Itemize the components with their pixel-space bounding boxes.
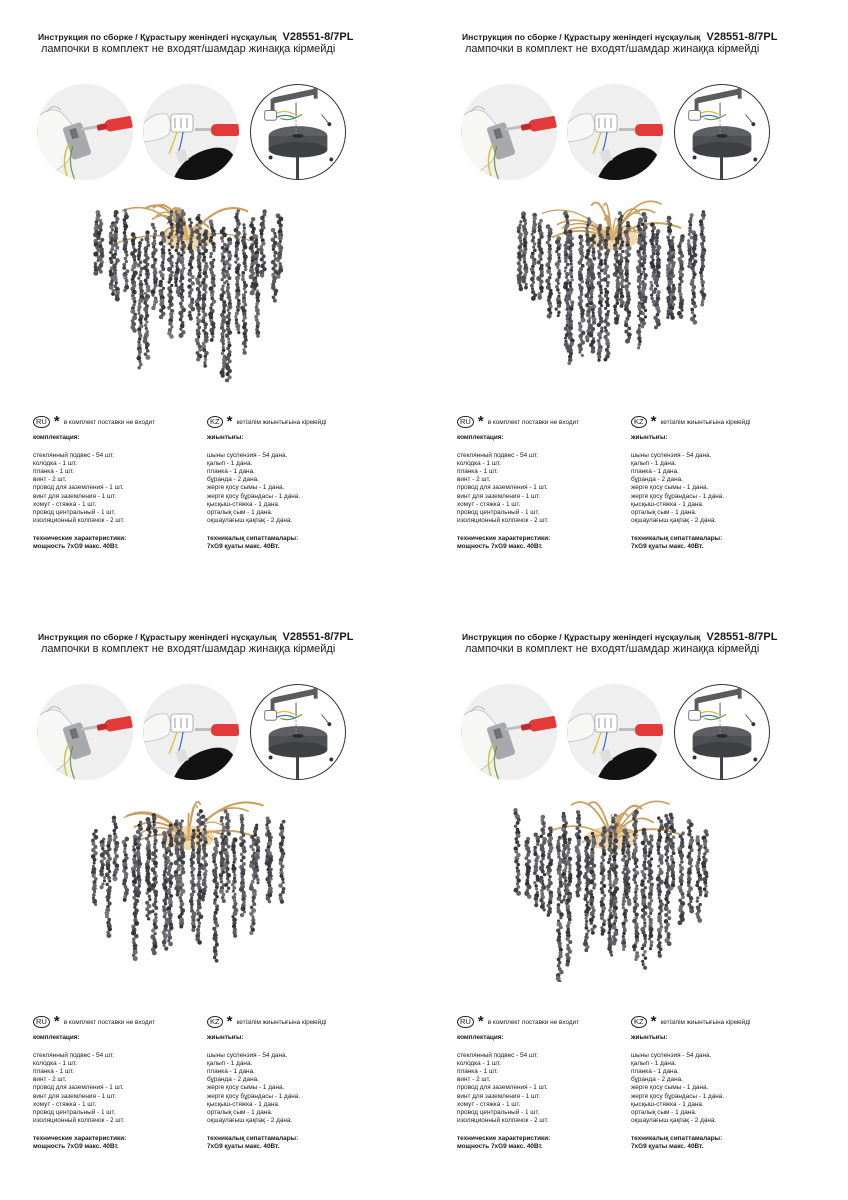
title-text: Инструкция по сборке / Құрастыру женіндегі нұсқаулық [38, 32, 277, 42]
kz-badge: KZ [631, 416, 647, 428]
asterisk-icon: * [650, 413, 657, 430]
ru-specs-heading: технические характеристики: [457, 1134, 551, 1142]
crystal-strand [546, 826, 554, 917]
kz-item: жерге қосу бұрандасы - 1 дана. [207, 1092, 301, 1100]
ru-item: провод центральный - 1 шт. [33, 1108, 116, 1116]
model-number: V28551-8/7PL [282, 31, 354, 43]
crystal-strand [212, 837, 220, 962]
crystal-strand [234, 209, 241, 334]
kz-item: жерге қосу бұрандасы - 1 дана. [207, 492, 301, 500]
ru-item: колодка - 1 шт. [33, 460, 77, 468]
kz-badge: KZ [631, 1016, 647, 1028]
step3-canopy-wiring-diagram [250, 84, 346, 180]
kz-item: жерге қосу бұрандасы - 1 дана. [631, 492, 725, 500]
crystal-strand [223, 809, 231, 893]
crystal-strand [686, 819, 694, 913]
crystal-strand [150, 813, 158, 955]
kz-item: қалып - 1 дана. [631, 1060, 677, 1068]
crystal-strand [158, 231, 166, 319]
instruction-title [462, 31, 777, 43]
ru-badge: RU [457, 416, 474, 428]
kz-kit-contents [207, 434, 300, 551]
ru-not-included-legend [457, 413, 580, 430]
crystal-strand [112, 816, 120, 882]
crystal-strand [259, 209, 267, 277]
kz-specs-heading: техникалық сипаттамалары: [631, 534, 723, 542]
crystal-strand [271, 228, 279, 303]
ru-item: планка - 1 шт. [33, 1068, 74, 1076]
ru-item: хомут - стяжка - 1 шт. [457, 500, 521, 508]
ru-not-included-text: в комплект поставки не входит [487, 1018, 580, 1026]
ru-item: изоляционный колпачок - 2 шт. [457, 1116, 549, 1124]
crystal-strand [122, 837, 129, 902]
kz-not-included-legend [207, 413, 327, 430]
step1-screwdriver-mounting-image [37, 84, 133, 180]
step1-screwdriver-mounting-image [461, 684, 557, 780]
crystal-strand [530, 213, 537, 301]
kz-contents-heading: жиынтығы: [631, 434, 668, 441]
crystal-strand [104, 834, 112, 938]
instruction-sheet-bottom-right [424, 600, 848, 1200]
ru-specs-text: мощность 7хG9 макс. 40Вт. [457, 543, 543, 551]
ru-item: винт - 2 шт. [33, 476, 67, 484]
kz-item: бұранда - 2 дана. [207, 476, 259, 484]
kz-item: планка - 1 дана. [631, 468, 679, 476]
crystal-strand [524, 837, 531, 899]
ru-badge: RU [33, 416, 50, 428]
kz-not-included-legend [207, 1013, 327, 1030]
step2-screwdriver-terminal-image [143, 84, 239, 180]
crystal-strand [677, 234, 685, 319]
crystal-strand [239, 814, 247, 917]
ru-item: планка - 1 шт. [457, 1068, 498, 1076]
kz-not-included-text: кетізілім жиынтығына кірмейді [236, 1018, 327, 1026]
ru-item: винт - 2 шт. [457, 1076, 491, 1084]
step3-canopy-wiring-diagram [250, 684, 346, 780]
asterisk-icon: * [226, 413, 233, 430]
ru-badge: RU [33, 1016, 50, 1028]
kz-item: қалып - 1 дана. [631, 460, 677, 468]
ru-item: хомут - стяжка - 1 шт. [33, 1100, 97, 1108]
ru-item: изоляционный колпачок - 2 шт. [33, 1116, 125, 1124]
ru-kit-contents [457, 434, 550, 551]
crystal-strand [136, 238, 144, 369]
ru-item: хомут - стяжка - 1 шт. [33, 500, 97, 508]
kz-item: орталық сым - 1 дана. [207, 1108, 273, 1116]
kz-item: бұранда - 2 дана. [631, 476, 683, 484]
ru-not-included-legend [457, 1013, 580, 1030]
crystal-strand [613, 237, 621, 325]
ru-item: изоляционный колпачок - 2 шт. [457, 516, 549, 524]
crystal-strand [112, 210, 120, 301]
chandelier-product-image [512, 196, 712, 382]
step2-screwdriver-terminal-image [567, 84, 663, 180]
ru-specs-text: мощность 7хG9 макс. 40Вт. [33, 543, 119, 551]
kz-item: оқшаулағыш қақпақ - 2 дана. [207, 1116, 293, 1124]
kz-item: бұранда - 2 дана. [207, 1076, 259, 1084]
kz-item: жерге қосу сымы - 1 дана. [207, 1084, 285, 1092]
kz-item: оқшаулағыш қақпақ - 2 дана. [207, 516, 293, 524]
bulbs-not-included-note: лампочки в комплект не входят/шамдар жинаққа кірмейді [41, 43, 336, 55]
kz-not-included-legend [631, 413, 751, 430]
model-number: V28551-8/7PL [282, 631, 354, 643]
crystal-strand [577, 235, 585, 357]
crystal-strand [699, 210, 706, 306]
kz-item: шыны суспензия - 54 дана. [631, 1052, 712, 1060]
crystal-strand [589, 832, 597, 935]
ru-item: провод центральный - 1 шт. [33, 508, 116, 516]
asterisk-icon: * [477, 413, 484, 430]
crystal-strand [649, 222, 656, 306]
ru-item: винт - 2 шт. [457, 476, 491, 484]
model-number: V28551-8/7PL [706, 631, 778, 643]
kz-item: жерге қосу бұрандасы - 1 дана. [631, 1092, 725, 1100]
instruction-title [462, 631, 777, 643]
crystal-strand [574, 810, 582, 897]
asterisk-icon: * [53, 413, 60, 430]
ru-item: стеклянный подвес - 54 шт. [33, 1052, 115, 1060]
step3-canopy-wiring-diagram [674, 684, 770, 780]
chandelier-product-image [88, 196, 288, 382]
crystal-strand [276, 213, 284, 278]
kz-specs-text: 7хG9 қуаты макс. 40Вт. [207, 543, 280, 551]
kz-item: планка - 1 дана. [207, 468, 255, 476]
bulbs-not-included-note: лампочки в комплект не входят/шамдар жинаққа кірмейді [465, 643, 760, 655]
kz-item: жерге қосу сымы - 1 дана. [207, 484, 285, 492]
kz-item: орталық сым - 1 дана. [631, 1108, 697, 1116]
chandelier-product-image [88, 796, 288, 982]
ru-item: колодка - 1 шт. [457, 1060, 501, 1068]
crystal-strand [278, 820, 285, 904]
ru-specs-heading: технические характеристики: [33, 1134, 127, 1142]
kz-item: орталық сым - 1 дана. [207, 508, 273, 516]
kz-contents-heading: жиынтығы: [631, 1034, 668, 1041]
crystal-strand [533, 832, 540, 907]
kz-specs-text: 7хG9 қуаты макс. 40Вт. [207, 1143, 280, 1151]
asterisk-icon: * [477, 1013, 484, 1030]
kz-kit-contents [207, 1034, 300, 1151]
crystal-strand [690, 230, 698, 324]
ru-item: хомут - стяжка - 1 шт. [457, 1100, 521, 1108]
kz-item: оқшаулағыш қақпақ - 2 дана. [631, 516, 717, 524]
crystal-strand [701, 829, 709, 897]
ru-specs-heading: технические характеристики: [33, 534, 127, 542]
kz-kit-contents [631, 434, 724, 551]
crystal-strand [513, 808, 521, 896]
ru-specs-text: мощность 7хG9 макс. 40Вт. [33, 1143, 119, 1151]
kz-item: жерге қосу сымы - 1 дана. [631, 1084, 709, 1092]
kz-not-included-legend [631, 1013, 751, 1030]
ru-item: провод для заземления - 1 шт. [33, 484, 124, 492]
ru-item: стеклянный подвес - 54 шт. [33, 452, 115, 460]
crystal-strand [201, 815, 209, 902]
ru-kit-contents [457, 1034, 550, 1151]
kz-item: қалып - 1 дана. [207, 460, 253, 468]
ru-item: винт - 2 шт. [33, 1076, 67, 1084]
ru-item: винт для заземления - 1 шт. [33, 1092, 117, 1100]
crystal-strand [219, 816, 226, 903]
step2-screwdriver-terminal-image [143, 684, 239, 780]
ru-item: изоляционный колпачок - 2 шт. [33, 516, 125, 524]
instruction-sheet-top-right [424, 0, 848, 600]
title-text: Инструкция по сборке / Құрастыру женіндегі нұсқаулық [38, 632, 277, 642]
crystal-strand [240, 223, 248, 355]
kz-contents-heading: жиынтығы: [207, 1034, 244, 1041]
kz-item: планка - 1 дана. [631, 1068, 679, 1076]
kz-item: қысқыш-стяжка - 1 дана. [631, 1100, 704, 1108]
ru-contents-heading: комплектация: [457, 1034, 504, 1041]
chandelier-product-image [512, 796, 712, 982]
ru-item: винт для заземления - 1 шт. [457, 1092, 541, 1100]
step1-screwdriver-mounting-image [37, 684, 133, 780]
crystal-strand [249, 835, 257, 935]
instruction-title [38, 631, 353, 643]
asterisk-icon: * [226, 1013, 233, 1030]
ru-item: колодка - 1 шт. [33, 1060, 77, 1068]
kz-item: оқшаулағыш қақпақ - 2 дана. [631, 1116, 717, 1124]
kz-item: жерге қосу сымы - 1 дана. [631, 484, 709, 492]
instruction-title [38, 31, 353, 43]
ru-not-included-legend [33, 413, 156, 430]
ru-not-included-text: в комплект поставки не входит [63, 1018, 156, 1026]
kz-not-included-text: кетізілім жиынтығына кірмейді [660, 1018, 751, 1026]
ru-item: колодка - 1 шт. [457, 460, 501, 468]
kz-specs-heading: техникалық сипаттамалары: [207, 1134, 299, 1142]
ru-contents-heading: комплектация: [457, 434, 504, 441]
kz-item: қалып - 1 дана. [207, 1060, 253, 1068]
instruction-sheet-bottom-left [0, 600, 424, 1200]
ru-not-included-legend [33, 1013, 156, 1030]
crystal-strand [653, 229, 661, 329]
ru-item: провод центральный - 1 шт. [457, 1108, 540, 1116]
crystal-strand [91, 829, 98, 906]
crystal-strand [130, 232, 138, 333]
ru-item: провод для заземления - 1 шт. [457, 484, 548, 492]
kz-item: шыны суспензия - 54 дана. [207, 452, 288, 460]
crystal-strand [677, 831, 685, 925]
crystal-strand [647, 834, 654, 950]
ru-not-included-text: в комплект поставки не входит [63, 418, 156, 426]
crystal-strand [640, 828, 648, 970]
kz-not-included-text: кетізілім жиынтығына кірмейді [660, 418, 751, 426]
kz-item: орталық сым - 1 дана. [631, 508, 697, 516]
ru-specs-text: мощность 7хG9 макс. 40Вт. [457, 1143, 543, 1151]
kz-item: қысқыш-стяжка - 1 дана. [207, 1100, 280, 1108]
title-text: Инструкция по сборке / Құрастыру женіндегі нұсқаулық [462, 32, 701, 42]
ru-not-included-text: в комплект поставки не входит [487, 418, 580, 426]
kz-item: планка - 1 дана. [207, 1068, 255, 1076]
step2-screwdriver-terminal-image [567, 684, 663, 780]
kz-item: шыны суспензия - 54 дана. [207, 1052, 288, 1060]
asterisk-icon: * [650, 1013, 657, 1030]
crystal-strand [536, 219, 544, 300]
ru-item: провод для заземления - 1 шт. [33, 1084, 124, 1092]
ru-specs-heading: технические характеристики: [457, 534, 551, 542]
kz-contents-heading: жиынтығы: [207, 434, 244, 441]
ru-item: планка - 1 шт. [457, 468, 498, 476]
crystal-strand [539, 815, 547, 912]
ru-item: стеклянный подвес - 54 шт. [457, 452, 539, 460]
crystal-strand [231, 837, 238, 937]
kz-specs-heading: техникалық сипаттамалары: [631, 1134, 723, 1142]
kz-badge: KZ [207, 1016, 223, 1028]
crystal-strand [143, 230, 151, 360]
kz-item: қысқыш-стяжка - 1 дана. [207, 500, 280, 508]
ru-badge: RU [457, 1016, 474, 1028]
ru-contents-heading: комплектация: [33, 434, 80, 441]
crystal-strand [556, 836, 564, 982]
ru-item: винт для заземления - 1 шт. [457, 492, 541, 500]
ru-item: планка - 1 шт. [33, 468, 74, 476]
ru-item: винт для заземления - 1 шт. [33, 492, 117, 500]
kz-item: қысқыш-стяжка - 1 дана. [631, 500, 704, 508]
bulbs-not-included-note: лампочки в комплект не входят/шамдар жинаққа кірмейді [465, 43, 760, 55]
ru-kit-contents [33, 1034, 126, 1151]
ru-item: провод центральный - 1 шт. [457, 508, 540, 516]
crystal-strand [253, 234, 260, 337]
crystal-strand [656, 816, 664, 958]
crystal-strand [555, 236, 562, 317]
kz-kit-contents [631, 1034, 724, 1151]
instruction-sheet-top-left [0, 0, 424, 600]
asterisk-icon: * [53, 1013, 60, 1030]
ru-item: стеклянный подвес - 54 шт. [457, 1052, 539, 1060]
crystal-strand [122, 209, 129, 293]
crystal-strand [695, 835, 703, 923]
crystal-strand [201, 229, 209, 368]
kz-item: бұранда - 2 дана. [631, 1076, 683, 1084]
kz-not-included-text: кетізілім жиынтығына кірмейді [236, 418, 327, 426]
model-number: V28551-8/7PL [706, 31, 778, 43]
step1-screwdriver-mounting-image [461, 84, 557, 180]
kz-badge: KZ [207, 416, 223, 428]
kz-specs-text: 7хG9 қуаты макс. 40Вт. [631, 543, 704, 551]
step3-canopy-wiring-diagram [674, 84, 770, 180]
crystal-strand [545, 224, 553, 318]
kz-item: шыны суспензия - 54 дана. [631, 452, 712, 460]
title-text: Инструкция по сборке / Құрастыру женіндегі нұсқаулық [462, 632, 701, 642]
kz-specs-text: 7хG9 қуаты макс. 40Вт. [631, 1143, 704, 1151]
crystal-strand [99, 837, 106, 889]
kz-specs-heading: техникалық сипаттамалары: [207, 534, 299, 542]
ru-contents-heading: комплектация: [33, 1034, 80, 1041]
ru-item: провод для заземления - 1 шт. [457, 1084, 548, 1092]
bulbs-not-included-note: лампочки в комплект не входят/шамдар жинаққа кірмейді [41, 643, 336, 655]
ru-kit-contents [33, 434, 126, 551]
